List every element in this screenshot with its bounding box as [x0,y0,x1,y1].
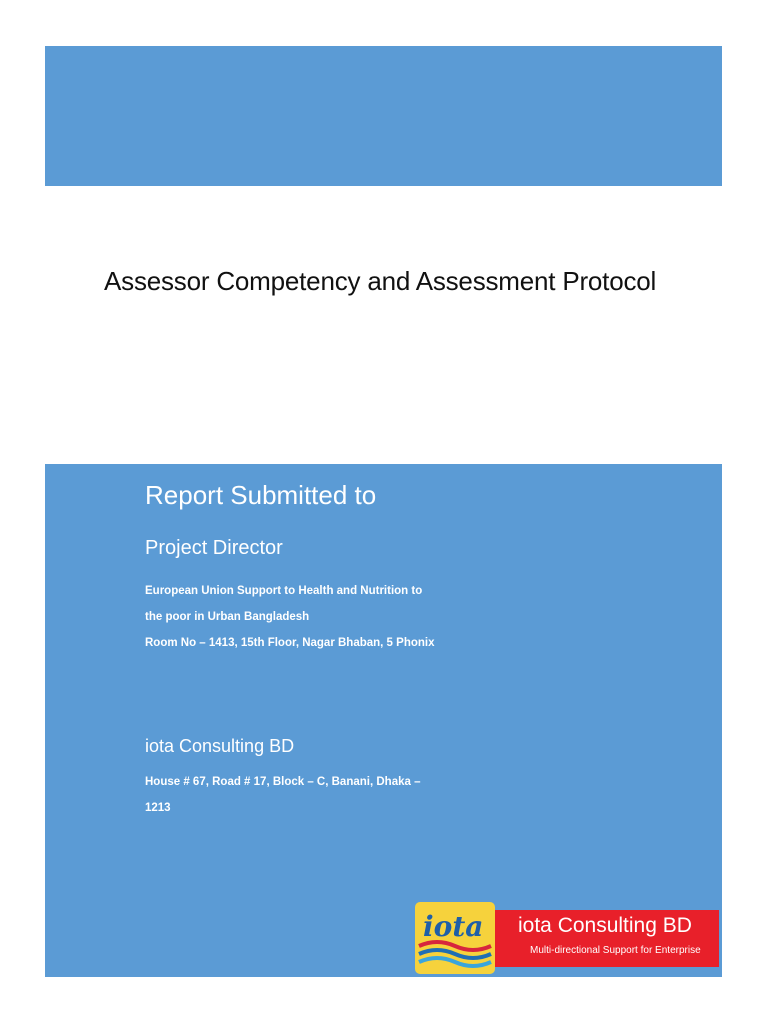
logo-mark-text: iota [423,910,484,943]
document-title: Assessor Competency and Assessment Protocol [104,266,657,296]
recipient-line: European Union Support to Health and Nutrition to [145,585,423,597]
company-logo [415,902,719,974]
recipient-title: Project Director [145,537,283,559]
sender-line: 1213 [145,802,171,814]
logo-banner [495,910,719,967]
report-submitted-heading: Report Submitted to [145,480,377,510]
sender-name: iota Consulting BD [145,736,295,756]
sender-line: House # 67, Road # 17, Block – C, Banani, Dhaka – [145,776,421,788]
recipient-address [145,578,465,656]
recipient-line: the poor in Urban Bangladesh [145,611,310,623]
header-band [45,46,722,186]
iota-logo-icon [415,902,495,974]
submission-panel [45,464,722,977]
recipient-line: Room No – 1413, 15th Floor, Nagar Bhaban, 5 Phonix [145,637,435,649]
logo-company-name: iota Consulting BD [518,914,692,937]
logo-tagline: Multi-directional Support for Enterprise [530,945,701,956]
sender-address [145,769,465,821]
